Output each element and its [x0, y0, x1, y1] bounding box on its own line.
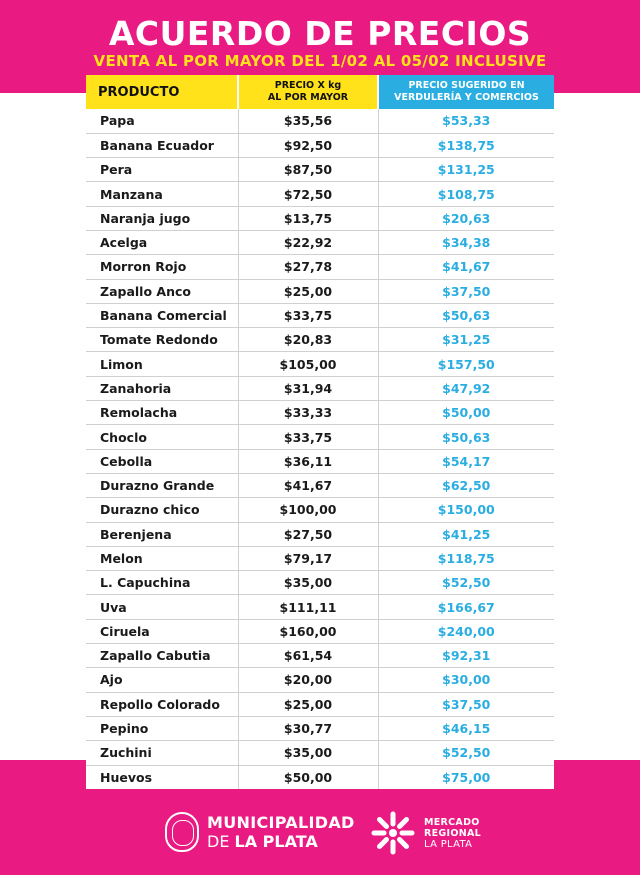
mercado-logo [370, 810, 481, 856]
suggested-price: $50,63 [378, 303, 554, 327]
header-precio-mayor-line1: PRECIO X kg [274, 80, 342, 91]
product-name: Manzana [86, 182, 238, 206]
product-name: Papa [86, 109, 238, 133]
table-row [86, 230, 554, 254]
product-name: Ciruela [86, 619, 238, 643]
suggested-price: $131,25 [378, 158, 554, 182]
table-row [86, 206, 554, 230]
footer [0, 805, 640, 865]
table-row [86, 716, 554, 740]
suggested-price: $62,50 [378, 473, 554, 497]
table-row [86, 133, 554, 157]
suggested-price: $30,00 [378, 668, 554, 692]
table-row [86, 352, 554, 376]
suggested-price: $41,25 [378, 522, 554, 546]
table-row [86, 158, 554, 182]
suggested-price: $50,00 [378, 401, 554, 425]
suggested-price: $150,00 [378, 498, 554, 522]
product-name: Huevos [100, 769, 153, 785]
municipalidad-line2-bold: LA PLATA [234, 832, 318, 851]
suggested-price: $157,50 [378, 352, 554, 376]
municipal-seal-icon [165, 812, 199, 852]
table-row [86, 109, 554, 133]
table-row [86, 741, 554, 765]
suggested-price: $52,50 [378, 741, 554, 765]
product-name: Cebolla [86, 449, 238, 473]
table-row [86, 522, 554, 546]
suggested-price: $41,67 [378, 255, 554, 279]
mercado-line1: MERCADO [424, 816, 480, 828]
wholesale-price: $61,54 [238, 644, 378, 668]
suggested-price: $166,67 [378, 595, 554, 619]
suggested-price: $37,50 [378, 279, 554, 303]
suggested-price: $75,00 [378, 765, 554, 789]
table-row [86, 498, 554, 522]
wholesale-price: $92,50 [238, 133, 378, 157]
wholesale-price: $35,00 [238, 571, 378, 595]
product-name: Zanahoria [86, 376, 238, 400]
table-row [86, 765, 554, 789]
product-name: Remolacha [86, 401, 238, 425]
mercado-line2: REGIONAL [424, 827, 481, 839]
product-name: Ajo [86, 668, 238, 692]
table-row [86, 473, 554, 497]
header-precio-mayor [238, 75, 378, 109]
wholesale-price: $33,75 [238, 303, 378, 327]
municipalidad-line2 [207, 832, 355, 851]
suggested-price: $34,38 [378, 230, 554, 254]
product-name: Banana Comercial [86, 303, 238, 327]
table-header-row [86, 75, 554, 109]
suggested-price: $46,15 [378, 716, 554, 740]
suggested-price: $50,63 [378, 425, 554, 449]
wholesale-price: $20,83 [238, 328, 378, 352]
wholesale-price: $41,67 [238, 473, 378, 497]
table-row [86, 619, 554, 643]
wholesale-price: $25,00 [238, 279, 378, 303]
product-name: Repollo Colorado [86, 692, 238, 716]
product-name: Zuchini [86, 741, 238, 765]
wholesale-price: $100,00 [238, 498, 378, 522]
wholesale-price: $25,00 [238, 692, 378, 716]
product-name: Berenjena [86, 522, 238, 546]
wholesale-price: $105,00 [238, 352, 378, 376]
wholesale-price: $36,11 [238, 449, 378, 473]
product-name: Melon [86, 546, 238, 570]
wholesale-price: $111,11 [238, 595, 378, 619]
municipalidad-line2-pre: DE [207, 832, 235, 851]
table-row [86, 692, 554, 716]
suggested-price: $53,33 [378, 109, 554, 133]
table-row [86, 328, 554, 352]
suggested-price: $138,75 [378, 133, 554, 157]
product-name: Choclo [86, 425, 238, 449]
wholesale-price: $33,33 [238, 401, 378, 425]
product-name: Naranja jugo [86, 206, 238, 230]
wholesale-price: $87,50 [238, 158, 378, 182]
header-precio-sugerido-line1: PRECIO SUGERIDO EN [408, 80, 525, 91]
page-title: ACUERDO DE PRECIOS [108, 14, 532, 53]
suggested-price: $240,00 [378, 619, 554, 643]
wholesale-price: $20,00 [238, 668, 378, 692]
table-row [86, 279, 554, 303]
table-row [86, 255, 554, 279]
table-row [86, 303, 554, 327]
table-row [86, 595, 554, 619]
suggested-price: $31,25 [378, 328, 554, 352]
suggested-price: $92,31 [378, 644, 554, 668]
wholesale-price: $72,50 [238, 182, 378, 206]
wholesale-price: $30,77 [238, 716, 378, 740]
wholesale-price: $79,17 [238, 546, 378, 570]
suggested-price: $47,92 [378, 376, 554, 400]
wholesale-price: $22,92 [238, 230, 378, 254]
municipalidad-line1: MUNICIPALIDAD [207, 813, 355, 832]
product-name: Morron Rojo [86, 255, 238, 279]
product-name: Durazno chico [86, 498, 238, 522]
header-producto: PRODUCTO [86, 75, 238, 109]
mercado-line3: LA PLATA [424, 838, 473, 850]
price-table [86, 75, 554, 789]
table-row [86, 644, 554, 668]
wholesale-price: $31,94 [238, 376, 378, 400]
wholesale-price: $33,75 [238, 425, 378, 449]
municipalidad-text [207, 813, 355, 851]
mercado-flower-icon [370, 810, 416, 856]
suggested-price: $20,63 [378, 206, 554, 230]
wholesale-price: $27,78 [238, 255, 378, 279]
product-name: Pepino [86, 716, 238, 740]
wholesale-price: $160,00 [238, 619, 378, 643]
page-subtitle: VENTA AL POR MAYOR DEL 1/02 AL 05/02 INCLUSIVE [93, 52, 547, 70]
product-name: Zapallo Cabutia [86, 644, 238, 668]
product-name: Banana Ecuador [86, 133, 238, 157]
product-name: Uva [86, 595, 238, 619]
product-name: Zapallo Anco [86, 279, 238, 303]
suggested-price: $118,75 [378, 546, 554, 570]
product-name: Tomate Redondo [86, 328, 238, 352]
product-name: Pera [86, 158, 238, 182]
table-row [86, 425, 554, 449]
wholesale-price: $35,56 [238, 109, 378, 133]
wholesale-price: $35,00 [238, 741, 378, 765]
table-body [86, 109, 554, 789]
suggested-price: $108,75 [378, 182, 554, 206]
suggested-price: $37,50 [378, 692, 554, 716]
header-precio-sugerido-line2: VERDULERÍA Y COMERCIOS [394, 92, 539, 103]
mercado-text [424, 817, 481, 850]
suggested-price: $54,17 [378, 449, 554, 473]
table-row [86, 449, 554, 473]
header-precio-mayor-line2: AL POR MAYOR [267, 92, 349, 103]
wholesale-price: $50,00 [238, 765, 378, 789]
product-name: Acelga [86, 230, 238, 254]
product-name: Durazno Grande [86, 473, 238, 497]
table-row [86, 668, 554, 692]
table-row [86, 182, 554, 206]
wholesale-price: $27,50 [238, 522, 378, 546]
header-precio-sugerido [378, 75, 554, 109]
product-name: L. Capuchina [86, 571, 238, 595]
product-name: Limon [86, 352, 238, 376]
table-row [86, 376, 554, 400]
wholesale-price: $13,75 [238, 206, 378, 230]
table-row [86, 546, 554, 570]
table-row [86, 571, 554, 595]
municipalidad-logo [165, 812, 355, 852]
table-row [86, 401, 554, 425]
suggested-price: $52,50 [378, 571, 554, 595]
